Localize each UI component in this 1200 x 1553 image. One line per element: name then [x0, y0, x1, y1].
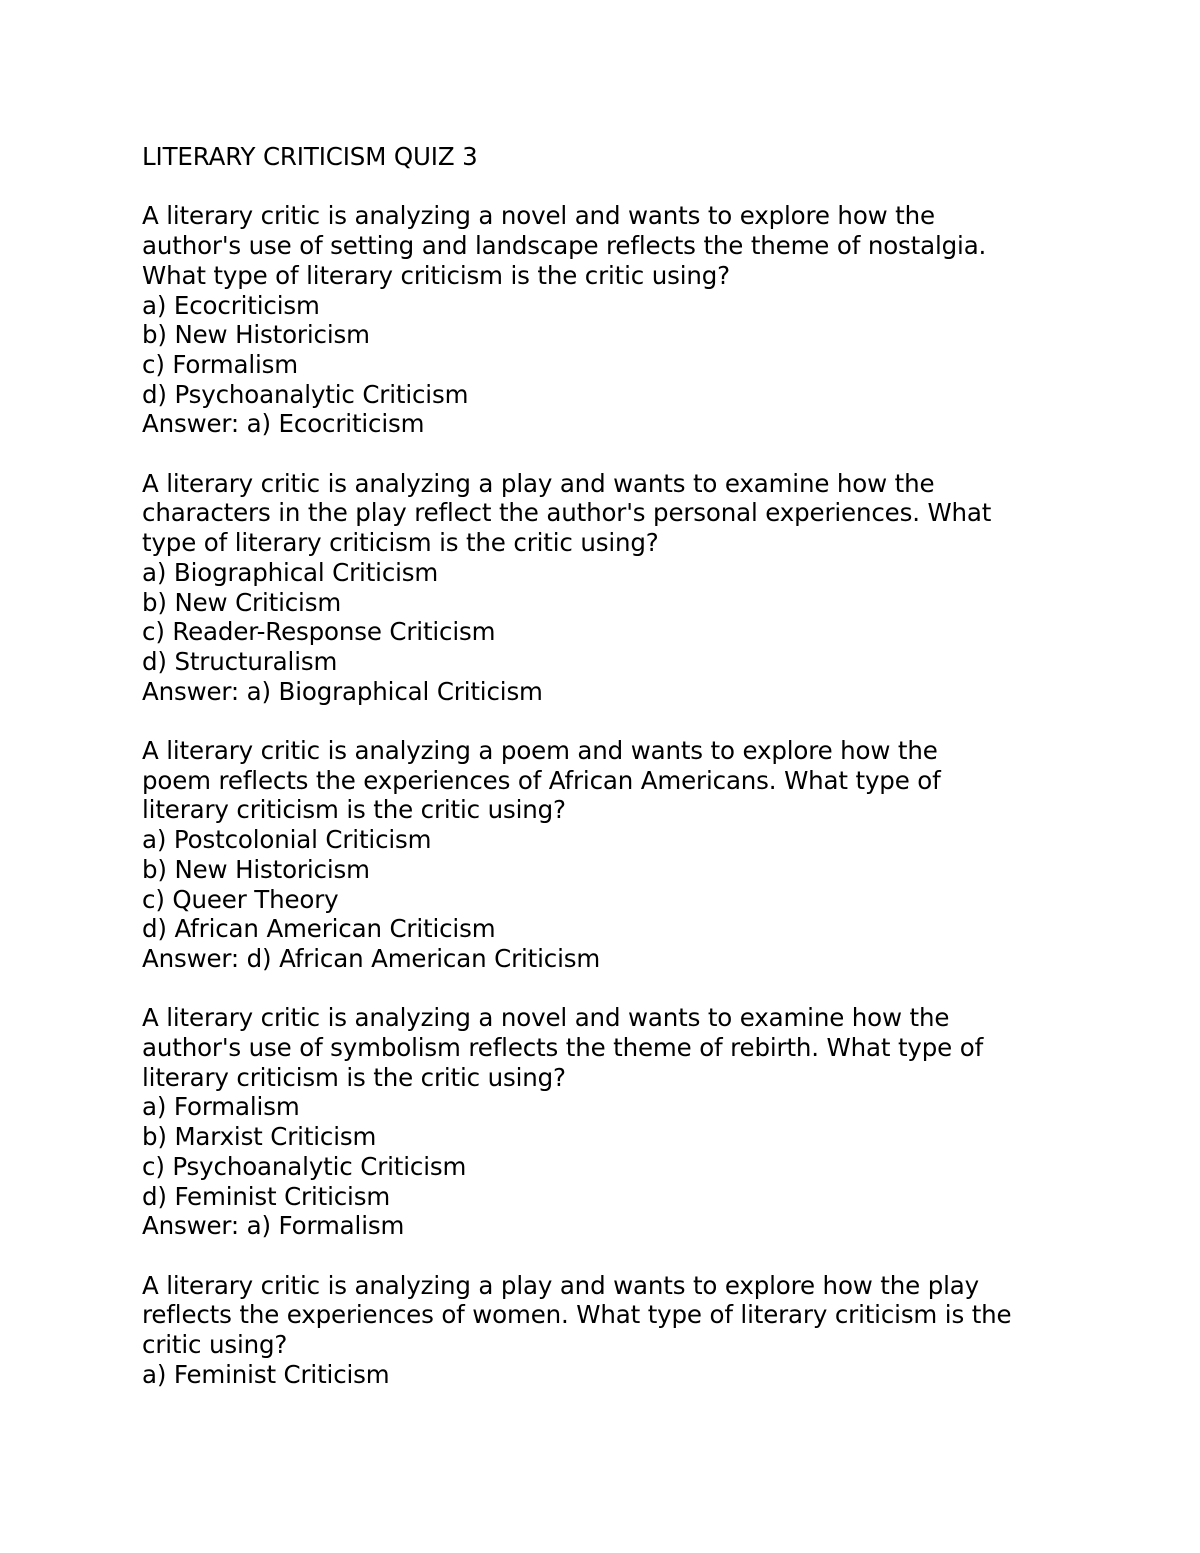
- document-body: [142, 142, 1102, 1389]
- question-text-line: literary criticism is the critic using?: [142, 795, 566, 825]
- answer-option: a) Ecocriticism: [142, 290, 320, 320]
- spacer: [142, 974, 1102, 1004]
- answer-option: c) Psychoanalytic Criticism: [142, 1151, 467, 1181]
- question-text-line: author's use of symbolism reflects the theme of rebirth. What type of: [142, 1033, 984, 1063]
- question-text-line: What type of literary criticism is the critic using?: [142, 260, 731, 290]
- spacer: [142, 172, 1102, 202]
- answer-option: d) Structuralism: [142, 646, 338, 676]
- question-5: [142, 1271, 1102, 1390]
- question-text-line: author's use of setting and landscape reflects the theme of nostalgia.: [142, 231, 987, 261]
- question-text-line: poem reflects the experiences of African Americans. What type of: [142, 765, 941, 795]
- correct-answer: Answer: a) Biographical Criticism: [142, 676, 543, 706]
- answer-option: a) Feminist Criticism: [142, 1359, 390, 1389]
- answer-option: a) Biographical Criticism: [142, 557, 439, 587]
- answer-option: b) New Historicism: [142, 320, 370, 350]
- question-text-line: type of literary criticism is the critic using?: [142, 528, 659, 558]
- correct-answer: Answer: d) African American Criticism: [142, 943, 601, 973]
- correct-answer: Answer: a) Ecocriticism: [142, 409, 425, 439]
- question-text-line: A literary critic is analyzing a novel and wants to examine how the: [142, 1003, 950, 1033]
- question-2: [142, 469, 1102, 707]
- answer-option: b) New Criticism: [142, 587, 342, 617]
- question-text-line: reflects the experiences of women. What type of literary criticism is the: [142, 1300, 1012, 1330]
- spacer: [142, 439, 1102, 469]
- answer-option: b) New Historicism: [142, 854, 370, 884]
- spacer: [142, 706, 1102, 736]
- answer-option: a) Postcolonial Criticism: [142, 825, 432, 855]
- question-1: [142, 201, 1102, 439]
- spacer: [142, 1241, 1102, 1271]
- question-4: [142, 1003, 1102, 1241]
- answer-option: d) Psychoanalytic Criticism: [142, 379, 469, 409]
- correct-answer: Answer: a) Formalism: [142, 1211, 405, 1241]
- question-text-line: A literary critic is analyzing a play and wants to examine how the: [142, 468, 935, 498]
- answer-option: c) Formalism: [142, 349, 298, 379]
- question-text-line: A literary critic is analyzing a novel and wants to explore how the: [142, 201, 935, 231]
- answer-option: d) Feminist Criticism: [142, 1181, 391, 1211]
- answer-option: b) Marxist Criticism: [142, 1122, 377, 1152]
- answer-option: c) Queer Theory: [142, 884, 339, 914]
- question-text-line: A literary critic is analyzing a play and wants to explore how the play: [142, 1270, 979, 1300]
- document-title: LITERARY CRITICISM QUIZ 3: [142, 142, 478, 171]
- answer-option: a) Formalism: [142, 1092, 300, 1122]
- question-text-line: critic using?: [142, 1330, 288, 1360]
- question-text-line: A literary critic is analyzing a poem and wants to explore how the: [142, 736, 938, 766]
- question-text-line: literary criticism is the critic using?: [142, 1062, 566, 1092]
- answer-option: c) Reader-Response Criticism: [142, 617, 496, 647]
- question-3: [142, 736, 1102, 974]
- question-text-line: characters in the play reflect the author's personal experiences. What: [142, 498, 992, 528]
- answer-option: d) African American Criticism: [142, 914, 496, 944]
